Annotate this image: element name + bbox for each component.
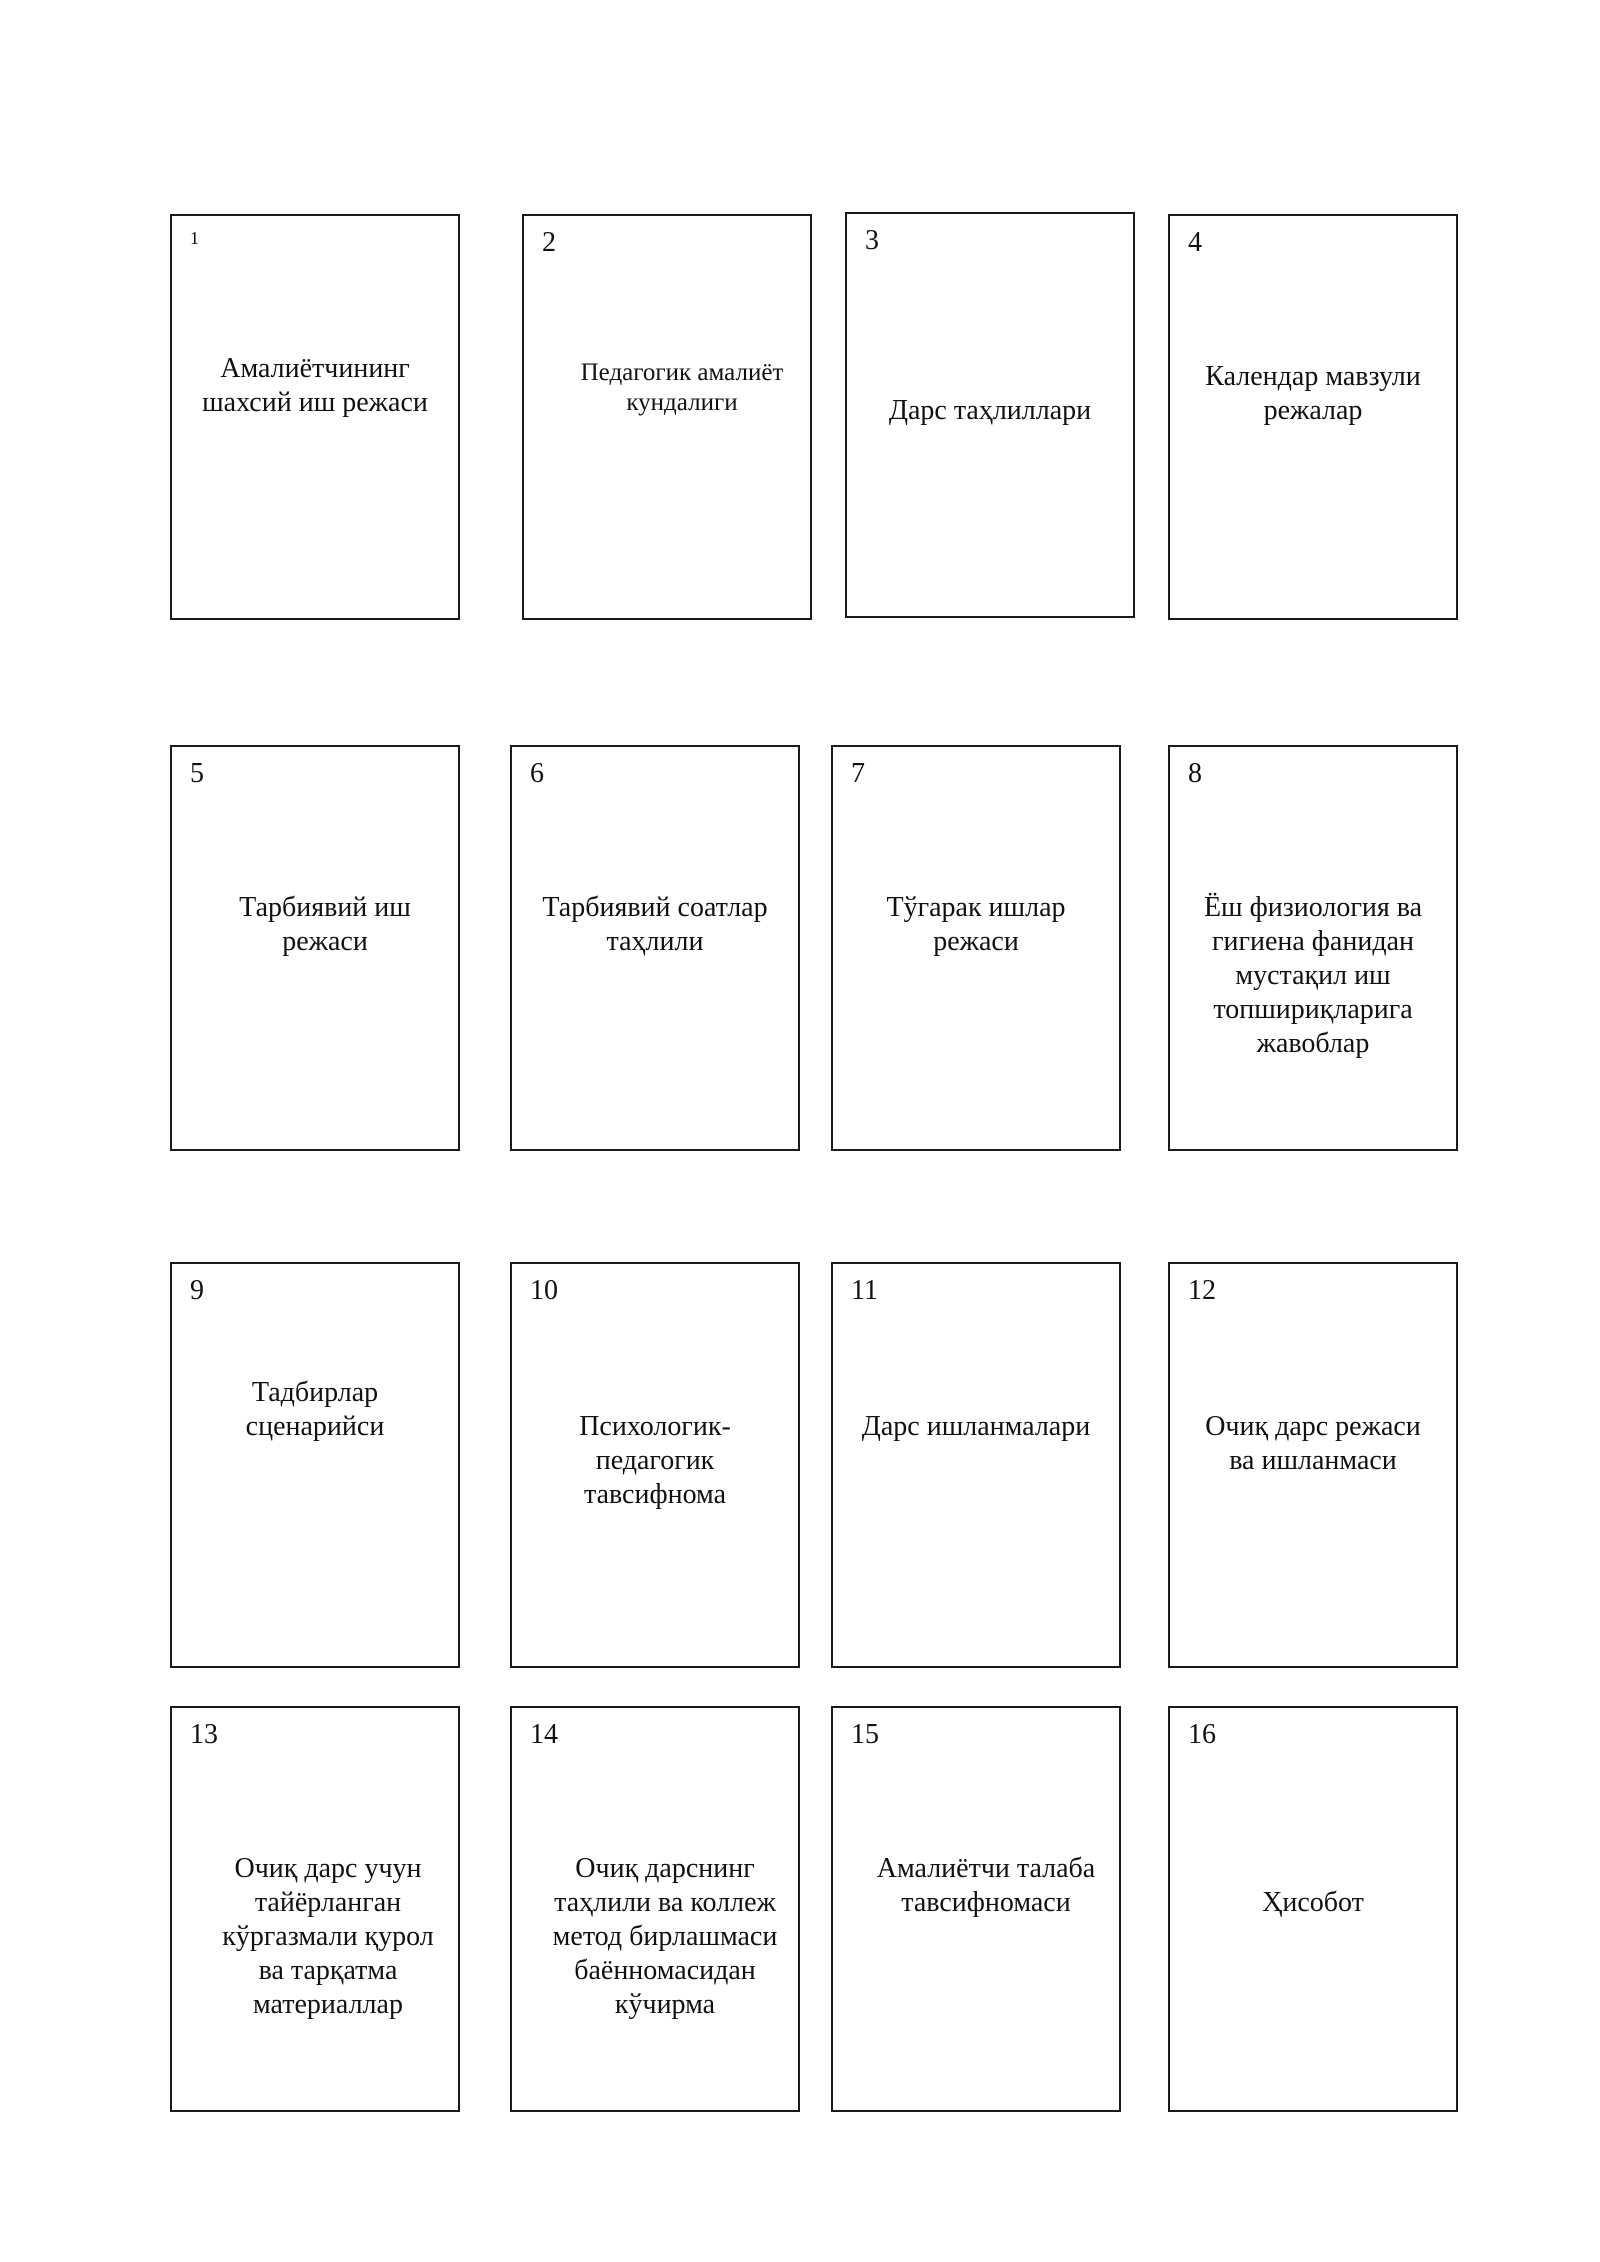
card-1: [170, 214, 460, 620]
card-12: [1168, 1262, 1458, 1668]
card-3: [845, 212, 1135, 618]
card-title: Амалиётчи талаба тавсифномаси: [876, 1853, 1096, 1918]
card-number: 6: [530, 758, 544, 789]
card-6: [510, 745, 800, 1151]
card-number: 1: [190, 228, 199, 248]
card-title: Тарбиявий соатлар таҳлили: [542, 892, 768, 957]
card-15: [831, 1706, 1121, 2112]
card-number: 15: [851, 1719, 879, 1750]
card-number: 14: [530, 1719, 558, 1750]
card-title: Амалиётчининг шахсий иш режаси: [202, 353, 428, 418]
card-number: 7: [851, 758, 865, 789]
card-number: 5: [190, 758, 204, 789]
card-16: [1168, 1706, 1458, 2112]
card-number: 3: [865, 225, 879, 256]
card-10: [510, 1262, 800, 1668]
card-8: [1168, 745, 1458, 1151]
card-number: 4: [1188, 227, 1202, 258]
card-title: Календар мавзули режалар: [1205, 361, 1421, 426]
card-title: Ёш физиология ва гигиена фанидан мустақил иш топшириқларига жавоблар: [1203, 892, 1423, 1059]
card-title: Ҳисобот: [1262, 1887, 1364, 1918]
card-number: 16: [1188, 1719, 1216, 1750]
card-9: [170, 1262, 460, 1668]
card-number: 13: [190, 1719, 218, 1750]
card-number: 12: [1188, 1275, 1216, 1306]
card-title: Тўгарак ишлар режаси: [886, 892, 1066, 957]
card-11: [831, 1262, 1121, 1668]
card-number: 9: [190, 1275, 204, 1306]
card-title: Педагогик амалиёт кундалиги: [580, 359, 784, 416]
card-title: Очиқ дарснинг таҳлили ва коллеж метод бирлашмаси баённомасидан кўчирма: [552, 1853, 778, 2020]
card-7: [831, 745, 1121, 1151]
card-number: 10: [530, 1275, 558, 1306]
card-2: [522, 214, 812, 620]
card-title: Тадбирлар сценарийси: [245, 1377, 385, 1442]
card-title: Дарс таҳлиллари: [888, 395, 1092, 426]
card-title: Психологик-педагогик тавсифнома: [579, 1411, 731, 1510]
card-5: [170, 745, 460, 1151]
card-title: Очиқ дарс режаси ва ишланмаси: [1205, 1411, 1421, 1476]
card-title: Очиқ дарс учун тайёрланган кўргазмали қурол ва тарқатма материаллар: [222, 1853, 434, 2020]
card-13: [170, 1706, 460, 2112]
card-4: [1168, 214, 1458, 620]
card-number: 8: [1188, 758, 1202, 789]
card-title: Дарс ишланмалари: [861, 1411, 1091, 1442]
card-number: 2: [542, 227, 556, 258]
card-14: [510, 1706, 800, 2112]
card-number: 11: [851, 1275, 878, 1306]
card-title: Тарбиявий иш режаси: [239, 892, 411, 957]
